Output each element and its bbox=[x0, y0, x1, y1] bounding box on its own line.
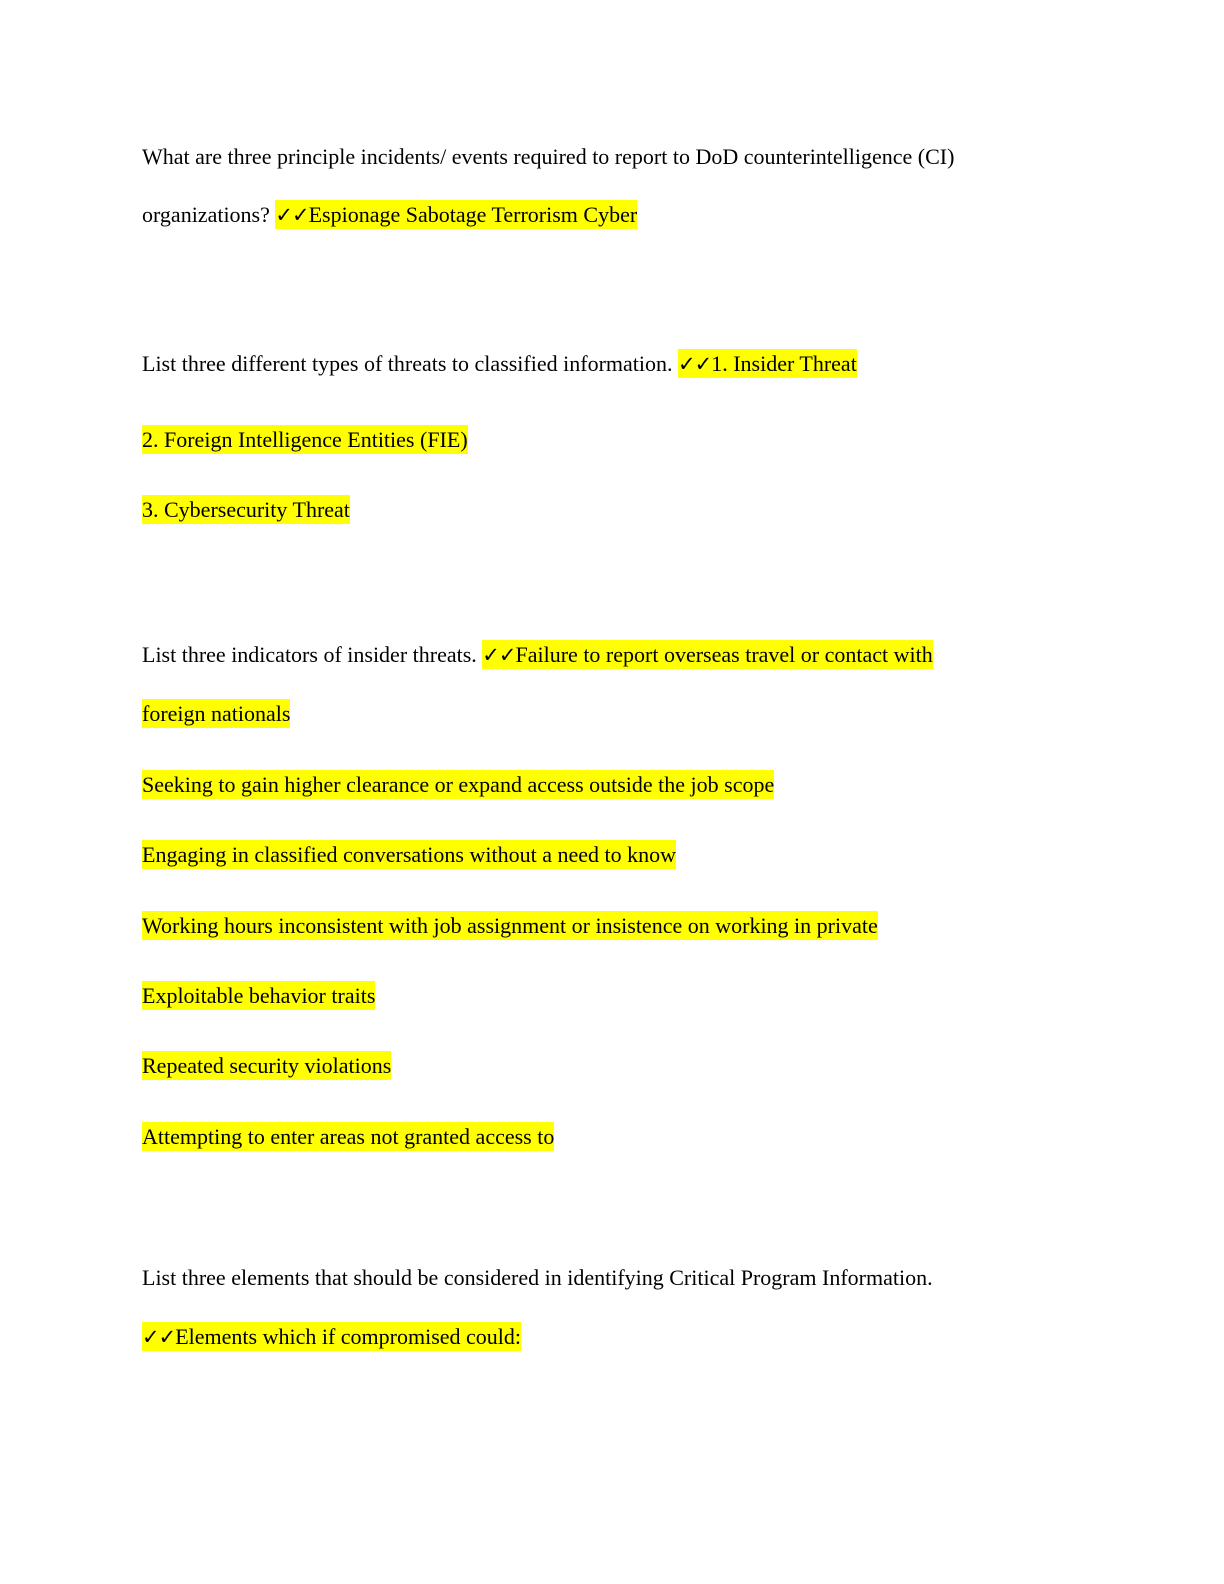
q4-answer-line bbox=[142, 1322, 521, 1352]
q1-question-line2 bbox=[142, 200, 637, 230]
q3-answer-text-7: Attempting to enter areas not granted access to bbox=[142, 1124, 555, 1149]
q3-answer-text-3: Engaging in classified conversations without a need to know bbox=[142, 842, 676, 867]
q3-answer-1 bbox=[482, 640, 932, 669]
q2-answer-line-3 bbox=[142, 495, 350, 525]
q2-answer-text-3: 3. Cybersecurity Threat bbox=[142, 497, 350, 522]
q3-answer-line-2 bbox=[142, 770, 774, 800]
q3-answer-text-2: Seeking to gain higher clearance or expand access outside the job scope bbox=[142, 772, 775, 797]
q1-question-text-2: organizations? bbox=[142, 202, 276, 227]
q1-answer-text: Espionage Sabotage Terrorism Cyber bbox=[308, 202, 638, 227]
q3-answer-text-1b: foreign nationals bbox=[142, 701, 291, 726]
check-icon: ✓✓ bbox=[678, 352, 712, 376]
q3-answer-line-1b bbox=[142, 699, 290, 729]
q2-question-line bbox=[142, 349, 857, 379]
q4-question-line bbox=[142, 1263, 933, 1293]
q2-question-text: List three different types of threats to classified information. bbox=[142, 351, 678, 376]
check-icon: ✓✓ bbox=[275, 203, 309, 227]
check-icon: ✓✓ bbox=[482, 643, 516, 667]
q3-answer-text-4: Working hours inconsistent with job assignment or insistence on working in private bbox=[142, 913, 878, 938]
q4-answer bbox=[142, 1322, 521, 1351]
q3-question-line bbox=[142, 640, 933, 670]
q3-answer-line-3 bbox=[142, 840, 676, 870]
q3-answer-text-1a: Failure to report overseas travel or contact with bbox=[515, 642, 933, 667]
q2-answer-text-2: 2. Foreign Intelligence Entities (FIE) bbox=[142, 427, 468, 452]
q1-question-text-1: What are three principle incidents/ events required to report to DoD counterintelligence (CI) bbox=[142, 144, 955, 169]
q2-answer-text-1: 1. Insider Threat bbox=[711, 351, 857, 376]
q4-answer-text: Elements which if compromised could: bbox=[175, 1324, 522, 1349]
q4-question-text: List three elements that should be considered in identifying Critical Program Information. bbox=[142, 1265, 933, 1290]
q3-answer-line-5 bbox=[142, 981, 375, 1011]
q3-answer-line-4 bbox=[142, 911, 878, 941]
q2-answer-line-2 bbox=[142, 425, 468, 455]
q1-answer bbox=[275, 200, 637, 229]
check-icon: ✓✓ bbox=[142, 1325, 176, 1349]
q3-answer-line-7 bbox=[142, 1122, 554, 1152]
q3-answer-line-6 bbox=[142, 1051, 391, 1081]
q3-answer-text-5: Exploitable behavior traits bbox=[142, 983, 376, 1008]
q3-answer-text-6: Repeated security violations bbox=[142, 1053, 392, 1078]
q1-question-line1 bbox=[142, 142, 954, 172]
q3-question-text: List three indicators of insider threats. bbox=[142, 642, 483, 667]
q2-answer-1 bbox=[678, 349, 857, 378]
